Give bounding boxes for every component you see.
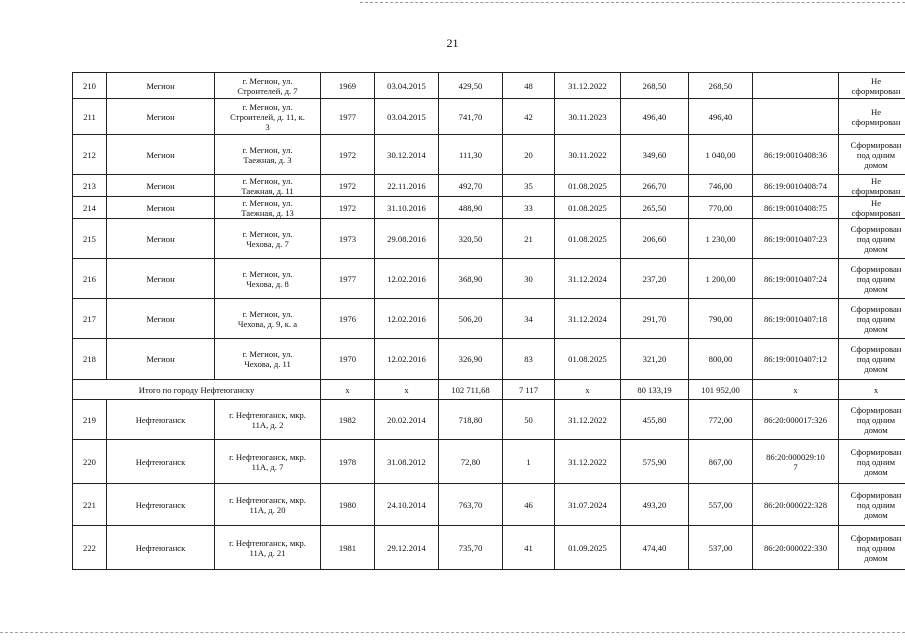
year-built: 1969 — [321, 73, 375, 99]
address: г. Мегион, ул. Таежная, д. 13 — [215, 197, 321, 219]
value-2: 867,00 — [689, 440, 753, 484]
row-number: 220 — [73, 440, 107, 484]
living-area: 320,50 — [439, 219, 503, 259]
value-1: 265,50 — [621, 197, 689, 219]
year-built: 1976 — [321, 299, 375, 339]
cadastral-number: 86:19:0010408:75 — [753, 197, 839, 219]
value-1: 266,70 — [621, 175, 689, 197]
row-number: 218 — [73, 339, 107, 380]
value-2: 1 200,00 — [689, 259, 753, 299]
recognition-date: 30.12.2014 — [375, 135, 439, 175]
land-status: Сформирован под одним домом — [839, 400, 905, 440]
housing-registry-table — [72, 72, 905, 570]
total-cadastral: x — [753, 380, 839, 400]
municipality: Нефтеюганск — [107, 484, 215, 526]
living-area: 492,70 — [439, 175, 503, 197]
row-number: 215 — [73, 219, 107, 259]
recognition-date: 31.08.2012 — [375, 440, 439, 484]
value-2: 770,00 — [689, 197, 753, 219]
row-number: 217 — [73, 299, 107, 339]
land-status: Сформирован под одним домом — [839, 440, 905, 484]
cadastral-number: 86:19:0010408:36 — [753, 135, 839, 175]
year-built: 1978 — [321, 440, 375, 484]
living-area: 741,70 — [439, 99, 503, 135]
recognition-date: 20.02.2014 — [375, 400, 439, 440]
residents-count: 42 — [503, 99, 555, 135]
land-status: Сформирован под одним домом — [839, 135, 905, 175]
planned-date: 30.11.2023 — [555, 99, 621, 135]
municipality: Мегион — [107, 339, 215, 380]
residents-count: 30 — [503, 259, 555, 299]
residents-count: 21 — [503, 219, 555, 259]
land-status: Не сформирован — [839, 197, 905, 219]
planned-date: 01.08.2025 — [555, 175, 621, 197]
value-1: 575,90 — [621, 440, 689, 484]
cadastral-number — [753, 73, 839, 99]
table-row — [73, 99, 905, 135]
value-1: 496,40 — [621, 99, 689, 135]
living-area: 488,90 — [439, 197, 503, 219]
living-area: 735,70 — [439, 526, 503, 570]
table-row — [73, 526, 905, 570]
address: г. Мегион, ул. Чехова, д. 7 — [215, 219, 321, 259]
municipality: Мегион — [107, 135, 215, 175]
municipality: Нефтеюганск — [107, 400, 215, 440]
row-number: 222 — [73, 526, 107, 570]
municipality: Нефтеюганск — [107, 440, 215, 484]
cadastral-number: 86:20:000022:330 — [753, 526, 839, 570]
address: г. Мегион, ул. Чехова, д. 11 — [215, 339, 321, 380]
planned-date: 31.12.2024 — [555, 299, 621, 339]
living-area: 429,50 — [439, 73, 503, 99]
value-2: 1 230,00 — [689, 219, 753, 259]
municipality: Мегион — [107, 197, 215, 219]
total-status: x — [839, 380, 905, 400]
table-row — [73, 440, 905, 484]
recognition-date: 12.02.2016 — [375, 339, 439, 380]
planned-date: 31.12.2022 — [555, 440, 621, 484]
value-1: 349,60 — [621, 135, 689, 175]
address: г. Нефтеюганск, мкр. 11А, д. 20 — [215, 484, 321, 526]
residents-count: 48 — [503, 73, 555, 99]
value-1: 291,70 — [621, 299, 689, 339]
cadastral-number: 86:19:0010407:12 — [753, 339, 839, 380]
address: г. Мегион, ул. Чехова, д. 9, к. а — [215, 299, 321, 339]
total-label: Итого по городу Нефтеюганску — [73, 380, 321, 400]
municipality: Нефтеюганск — [107, 526, 215, 570]
residents-count: 20 — [503, 135, 555, 175]
cadastral-number: 86:19:0010407:23 — [753, 219, 839, 259]
land-status: Сформирован под одним домом — [839, 219, 905, 259]
planned-date: 01.09.2025 — [555, 526, 621, 570]
total-value-2: 101 952,00 — [689, 380, 753, 400]
planned-date: 31.07.2024 — [555, 484, 621, 526]
recognition-date: 29.12.2014 — [375, 526, 439, 570]
living-area: 506,20 — [439, 299, 503, 339]
row-number: 211 — [73, 99, 107, 135]
municipality: Мегион — [107, 299, 215, 339]
value-1: 206,60 — [621, 219, 689, 259]
residents-count: 41 — [503, 526, 555, 570]
living-area: 368,90 — [439, 259, 503, 299]
planned-date: 01.08.2025 — [555, 197, 621, 219]
table-row — [73, 400, 905, 440]
address: г. Мегион, ул. Строителей, д. 11, к. 3 — [215, 99, 321, 135]
residents-count: 35 — [503, 175, 555, 197]
cadastral-number: 86:19:0010408:74 — [753, 175, 839, 197]
land-status: Сформирован под одним домом — [839, 299, 905, 339]
land-status: Не сформирован — [839, 73, 905, 99]
table-row — [73, 175, 905, 197]
year-built: 1973 — [321, 219, 375, 259]
recognition-date: 31.10.2016 — [375, 197, 439, 219]
municipality: Мегион — [107, 175, 215, 197]
residents-count: 34 — [503, 299, 555, 339]
recognition-date: 29.08.2016 — [375, 219, 439, 259]
living-area: 111,30 — [439, 135, 503, 175]
table-row — [73, 484, 905, 526]
value-2: 746,00 — [689, 175, 753, 197]
municipality: Мегион — [107, 73, 215, 99]
value-1: 474,40 — [621, 526, 689, 570]
scan-edge-top — [360, 2, 905, 3]
table-row — [73, 299, 905, 339]
row-number: 219 — [73, 400, 107, 440]
planned-date: 30.11.2022 — [555, 135, 621, 175]
land-status: Не сформирован — [839, 175, 905, 197]
cadastral-number: 86:19:0010407:18 — [753, 299, 839, 339]
year-built: 1970 — [321, 339, 375, 380]
living-area: 72,80 — [439, 440, 503, 484]
table-row — [73, 197, 905, 219]
value-2: 790,00 — [689, 299, 753, 339]
recognition-date: 12.02.2016 — [375, 259, 439, 299]
value-2: 268,50 — [689, 73, 753, 99]
year-built: 1977 — [321, 99, 375, 135]
residents-count: 46 — [503, 484, 555, 526]
value-2: 1 040,00 — [689, 135, 753, 175]
value-1: 321,20 — [621, 339, 689, 380]
row-number: 212 — [73, 135, 107, 175]
land-status: Сформирован под одним домом — [839, 339, 905, 380]
page-number: 21 — [446, 36, 459, 50]
municipality: Мегион — [107, 99, 215, 135]
planned-date: 01.08.2025 — [555, 339, 621, 380]
residents-count: 50 — [503, 400, 555, 440]
row-number: 213 — [73, 175, 107, 197]
total-year: x — [321, 380, 375, 400]
year-built: 1980 — [321, 484, 375, 526]
recognition-date: 03.04.2015 — [375, 73, 439, 99]
value-1: 493,20 — [621, 484, 689, 526]
value-2: 537,00 — [689, 526, 753, 570]
land-status: Сформирован под одним домом — [839, 259, 905, 299]
table-row — [73, 259, 905, 299]
address: г. Мегион, ул. Таежная, д. 3 — [215, 135, 321, 175]
total-date1: x — [375, 380, 439, 400]
cadastral-number: 86:20:000022:328 — [753, 484, 839, 526]
recognition-date: 03.04.2015 — [375, 99, 439, 135]
living-area: 763,70 — [439, 484, 503, 526]
living-area: 718,80 — [439, 400, 503, 440]
year-built: 1972 — [321, 135, 375, 175]
total-date2: x — [555, 380, 621, 400]
value-2: 496,40 — [689, 99, 753, 135]
table-row — [73, 219, 905, 259]
year-built: 1972 — [321, 175, 375, 197]
recognition-date: 24.10.2014 — [375, 484, 439, 526]
year-built: 1972 — [321, 197, 375, 219]
planned-date: 01.08.2025 — [555, 219, 621, 259]
municipality: Мегион — [107, 259, 215, 299]
land-status: Сформирован под одним домом — [839, 484, 905, 526]
living-area: 326,90 — [439, 339, 503, 380]
municipality: Мегион — [107, 219, 215, 259]
value-1: 237,20 — [621, 259, 689, 299]
year-built: 1982 — [321, 400, 375, 440]
row-number: 210 — [73, 73, 107, 99]
address: г. Нефтеюганск, мкр. 11А, д. 21 — [215, 526, 321, 570]
residents-count: 83 — [503, 339, 555, 380]
cadastral-number — [753, 99, 839, 135]
table-row — [73, 73, 905, 99]
residents-count: 33 — [503, 197, 555, 219]
recognition-date: 22.11.2016 — [375, 175, 439, 197]
scan-edge-bottom — [0, 632, 905, 633]
total-row — [73, 380, 905, 400]
address: г. Мегион, ул. Строителей, д. 7 — [215, 73, 321, 99]
row-number: 221 — [73, 484, 107, 526]
value-2: 800,00 — [689, 339, 753, 380]
row-number: 214 — [73, 197, 107, 219]
address: г. Нефтеюганск, мкр. 11А, д. 2 — [215, 400, 321, 440]
year-built: 1981 — [321, 526, 375, 570]
cadastral-number: 86:20:000017:326 — [753, 400, 839, 440]
year-built: 1977 — [321, 259, 375, 299]
land-status: Сформирован под одним домом — [839, 526, 905, 570]
planned-date: 31.12.2024 — [555, 259, 621, 299]
recognition-date: 12.02.2016 — [375, 299, 439, 339]
value-1: 268,50 — [621, 73, 689, 99]
total-count: 7 117 — [503, 380, 555, 400]
cadastral-number: 86:19:0010407:24 — [753, 259, 839, 299]
value-2: 557,00 — [689, 484, 753, 526]
address: г. Мегион, ул. Таежная, д. 11 — [215, 175, 321, 197]
total-area: 102 711,68 — [439, 380, 503, 400]
value-1: 455,80 — [621, 400, 689, 440]
total-value-1: 80 133,19 — [621, 380, 689, 400]
planned-date: 31.12.2022 — [555, 400, 621, 440]
table-row — [73, 339, 905, 380]
row-number: 216 — [73, 259, 107, 299]
planned-date: 31.12.2022 — [555, 73, 621, 99]
address: г. Мегион, ул. Чехова, д. 8 — [215, 259, 321, 299]
table-row — [73, 135, 905, 175]
cadastral-number: 86:20:000029:10 7 — [753, 440, 839, 484]
address: г. Нефтеюганск, мкр. 11А, д. 7 — [215, 440, 321, 484]
land-status: Не сформирован — [839, 99, 905, 135]
value-2: 772,00 — [689, 400, 753, 440]
residents-count: 1 — [503, 440, 555, 484]
